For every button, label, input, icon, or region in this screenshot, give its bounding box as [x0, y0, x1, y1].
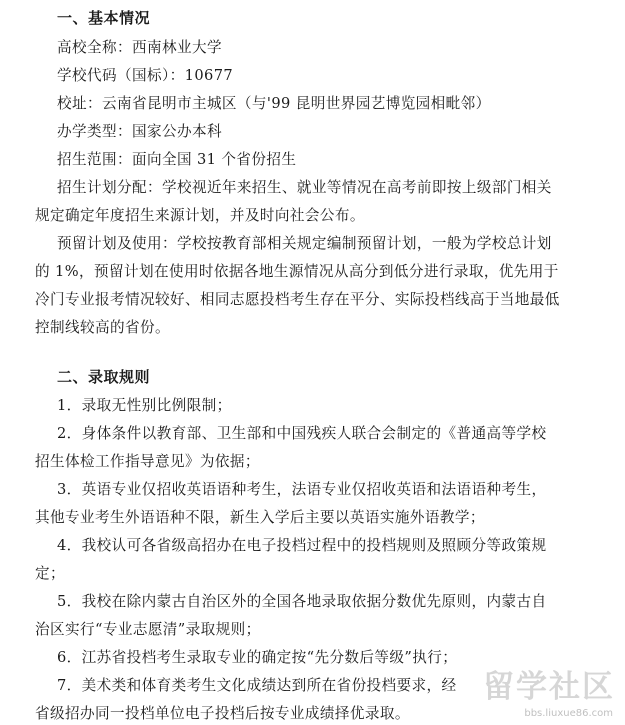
section-heading-basic-info: 一、基本情况: [57, 9, 151, 27]
rule-7-line-1: 7．美术类和体育类考生文化成绩达到所在省份投档要求，经: [57, 677, 457, 694]
plan-allocation-line-2: 规定确定年度招生来源计划，并及时向社会公布。: [35, 207, 365, 224]
school-code: 学校代码（国标）：10677: [57, 67, 234, 84]
rule-4-line-2: 定；: [35, 565, 65, 582]
section-heading-admission-rules: 二、录取规则: [57, 368, 151, 386]
plan-allocation-line-1: 招生计划分配：学校视近年来招生、就业等情况在高考前即按上级部门相关: [57, 179, 552, 196]
school-type: 办学类型：国家公办本科: [57, 123, 222, 140]
rule-3-line-1: 3．英语专业仅招收英语语种考生，法语专业仅招收英语和法语语种考生，: [57, 481, 547, 498]
school-full-name: 高校全称：西南林业大学: [57, 39, 222, 56]
reserved-plan-line-2: 的 1%，预留计划在使用时依据各地生源情况从高分到低分进行录取，优先用于: [35, 263, 559, 280]
rule-6: 6．江苏省投档考生录取专业的确定按“先分数后等级”执行；: [57, 649, 458, 666]
school-address: 校址：云南省昆明市主城区（与'99 昆明世界园艺博览园相毗邻）: [57, 95, 491, 112]
reserved-plan-line-3: 冷门专业报考情况较好、相同志愿投档考生存在平分、实际投档线高于当地最低: [35, 291, 560, 308]
watermark-logo: [444, 661, 619, 721]
enrollment-scope: 招生范围：面向全国 31 个省份招生: [57, 151, 297, 168]
rule-5-line-2: 治区实行“专业志愿清”录取规则；: [35, 621, 261, 638]
rule-3-line-2: 其他专业考生外语语种不限，新生入学后主要以英语实施外语教学；: [35, 509, 485, 526]
rule-1: 1．录取无性别比例限制；: [57, 397, 232, 414]
rule-5-line-1: 5．我校在除内蒙古自治区外的全国各地录取依据分数优先原则，内蒙古自: [57, 593, 547, 610]
watermark-title: 留学社区: [483, 669, 615, 705]
rule-2-line-1: 2．身体条件以教育部、卫生部和中国残疾人联合会制定的《普通高等学校: [57, 425, 547, 442]
watermark-url: bbs.liuxue86.com: [524, 708, 613, 719]
reserved-plan-line-1: 预留计划及使用：学校按教育部相关规定编制预留计划，一般为学校总计划: [57, 235, 552, 252]
rule-2-line-2: 招生体检工作指导意见》为依据；: [35, 453, 260, 470]
rule-4-line-1: 4．我校认可各省级高招办在电子投档过程中的投档规则及照顾分等政策规: [57, 537, 547, 554]
reserved-plan-line-4: 控制线较高的省份。: [35, 319, 170, 336]
rule-7-line-2: 省级招办同一投档单位电子投档后按专业成绩择优录取。: [35, 705, 410, 722]
